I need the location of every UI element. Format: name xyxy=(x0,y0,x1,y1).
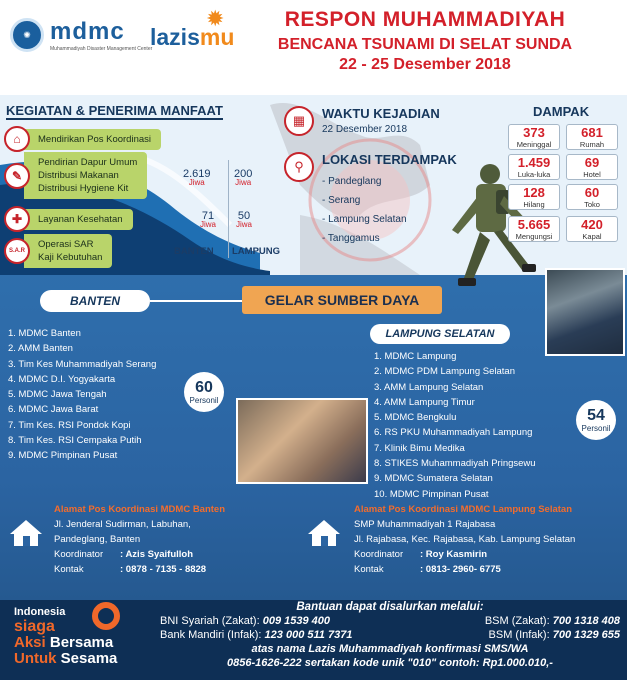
siaga-word: Bersama xyxy=(49,634,114,651)
address-title: Alamat Pos Koordinasi MDMC Banten xyxy=(54,504,226,515)
donation-info xyxy=(160,600,620,670)
lokasi-item: - Serang xyxy=(322,195,361,206)
bank-row xyxy=(160,614,620,628)
dampak-toko xyxy=(566,184,618,210)
lokasi-item: - Tanggamus xyxy=(322,233,380,244)
banten-beneficiary-2 xyxy=(200,210,216,229)
lazis-text: lazis xyxy=(150,24,200,50)
banten-org-list xyxy=(8,326,156,464)
siaga-word: Sesama xyxy=(60,650,118,667)
dampak-value: 128 xyxy=(523,185,545,200)
header-logos xyxy=(10,6,250,70)
dampak-label: Toko xyxy=(584,200,600,209)
bank-number: 700 1318 408 xyxy=(552,615,620,627)
lampung-org-list xyxy=(374,349,536,502)
activity-line: Kaji Kebutuhan xyxy=(38,252,103,263)
koordinator-label: Koordinator xyxy=(354,549,404,560)
unit: Jiwa xyxy=(188,178,205,187)
org-item: 2. MDMC PDM Lampung Selatan xyxy=(374,366,515,378)
home-icon: ⌂ xyxy=(4,126,30,152)
value: 2.619 xyxy=(183,168,211,180)
activity-line: Pendirian Dapur Umum xyxy=(38,157,138,168)
activity-line: Distribusi Makanan xyxy=(38,170,119,181)
unit: Jiwa xyxy=(200,220,217,229)
siaga-line2: siaga xyxy=(14,618,55,635)
kontak-label: Kontak xyxy=(354,564,384,575)
personil-label: Personil xyxy=(581,424,611,433)
org-item: 8. STIKES Muhammadiyah Pringsewu xyxy=(374,458,536,470)
activity-line: Operasi SAR xyxy=(38,239,94,250)
sar-icon: S.A.R xyxy=(4,238,30,264)
dampak-label: Rumah xyxy=(579,140,605,149)
personil-count: 54 xyxy=(587,407,605,424)
bank-label: Bank Mandiri (Infak): xyxy=(160,629,262,641)
waktu-date: 22 Desember 2018 xyxy=(322,124,408,135)
dampak-label: Kapal xyxy=(582,232,602,241)
org-item: 7. Tim Kes. RSI Pondok Kopi xyxy=(8,419,131,431)
value: 50 xyxy=(237,210,251,222)
dampak-value: 60 xyxy=(584,185,600,200)
health-service-photo xyxy=(236,398,368,484)
org-item: 9. MDMC Pimpinan Pusat xyxy=(8,450,118,462)
pos-lampung-address xyxy=(354,502,624,577)
kontak-number: : 0813- 2960- 6775 xyxy=(420,564,501,575)
dampak-value: 1.459 xyxy=(517,155,551,170)
org-item: 7. Klinik Bimu Medika xyxy=(374,442,465,454)
lampung-personil xyxy=(576,408,616,433)
donation-title: Bantuan dapat disalurkan melalui: xyxy=(296,601,484,613)
org-item: 4. MDMC D.I. Yogyakarta xyxy=(8,373,116,385)
siaga-line4 xyxy=(14,651,117,667)
org-item: 5. MDMC Jawa Tengah xyxy=(8,389,107,401)
lokasi-title: LOKASI TERDAMPAK xyxy=(322,152,457,167)
lokasi-list xyxy=(322,172,407,248)
confirmation-text: atas nama Lazis Muhammadiyah konfirmasi SMS/WA xyxy=(251,643,529,655)
dampak-value: 5.665 xyxy=(517,217,551,232)
lampung-beneficiary-2 xyxy=(236,210,252,229)
dampak-luka xyxy=(508,154,560,180)
mu-text: mu xyxy=(199,24,235,50)
siaga-line3 xyxy=(14,635,117,651)
sun-icon: ✹ xyxy=(206,6,225,31)
mdmc-subtitle: Muhammadiyah Disaster Management Center xyxy=(50,46,153,52)
siaga-word: Aksi xyxy=(14,634,46,651)
calendar-icon: ▦ xyxy=(284,106,314,136)
koordinator-name: : Azis Syaifulloh xyxy=(120,549,194,560)
dampak-label: Hotel xyxy=(583,170,601,179)
org-item: 10. MDMC Pimpinan Pusat xyxy=(374,488,489,500)
address-line: Jl. Rajabasa, Kec. Rajabasa, Kab. Lampung Selatan xyxy=(354,534,576,545)
bsm-zakat-account xyxy=(485,614,620,628)
banten-column-label: BANTEN xyxy=(174,246,214,257)
title-block xyxy=(245,8,605,74)
sub-title: BENCANA TSUNAMI DI SELAT SUNDA xyxy=(277,36,573,53)
pos-banten-address xyxy=(54,502,304,577)
address-title: Alamat Pos Koordinasi MDMC Lampung Selatan xyxy=(354,504,572,515)
bank-label: BSM (Infak): xyxy=(488,629,550,641)
house-icon xyxy=(306,518,342,548)
food-icon: ✎ xyxy=(4,163,30,189)
org-item: 5. MDMC Bengkulu xyxy=(374,412,457,424)
activity-label: Mendirikan Pos Koordinasi xyxy=(24,129,161,150)
bank-label: BNI Syariah (Zakat): xyxy=(160,615,260,627)
siaga-word: Untuk xyxy=(14,650,57,667)
dampak-label: Meninggal xyxy=(516,140,552,149)
unit: Jiwa xyxy=(236,220,253,229)
kontak-number: : 0878 - 7135 - 8828 xyxy=(120,564,207,575)
org-item: 4. AMM Lampung Timur xyxy=(374,396,475,408)
activity-pos-koordinasi xyxy=(4,126,161,152)
personil-label: Personil xyxy=(189,396,219,405)
koordinator-label: Koordinator xyxy=(54,549,104,560)
org-item: 3. Tim Kes Muhammadiyah Serang xyxy=(8,358,157,370)
date-range: 22 - 25 Desember 2018 xyxy=(339,56,511,73)
bank-number: 123 000 511 7371 xyxy=(264,629,353,641)
main-title: RESPON MUHAMMADIYAH xyxy=(284,8,566,31)
gelar-sumber-daya-title: GELAR SUMBER DAYA xyxy=(242,286,442,314)
activity-label xyxy=(24,152,147,199)
personil-count: 60 xyxy=(195,379,213,396)
activity-line: Distribusi Hygiene Kit xyxy=(38,183,129,194)
org-item: 1. MDMC Lampung xyxy=(374,351,457,362)
koordinator-name: : Roy Kasmirin xyxy=(420,549,488,560)
mdmc-logo xyxy=(10,18,152,52)
bsm-infak-account xyxy=(489,628,620,642)
kontak-label: Kontak xyxy=(54,564,84,575)
banten-personil xyxy=(184,380,224,405)
activity-layanan-kesehatan xyxy=(4,206,133,232)
mandiri-account xyxy=(160,628,352,642)
kontak-row xyxy=(54,562,304,577)
location-pin-icon: ⚲ xyxy=(284,152,314,182)
org-item: 8. Tim Kes. RSI Cempaka Putih xyxy=(8,435,142,447)
dampak-kapal xyxy=(566,216,618,242)
bank-row xyxy=(160,628,620,642)
mdmc-wordmark: mdmc xyxy=(50,18,125,45)
activity-label: Layanan Kesehatan xyxy=(24,209,133,230)
org-item: 9. MDMC Sumatera Selatan xyxy=(374,473,493,485)
unique-code-text: 0856-1626-222 sertakan kode unik "010" contoh: Rp1.000.010,- xyxy=(227,657,553,669)
bni-account xyxy=(160,614,330,628)
org-item: 1. MDMC Banten xyxy=(8,328,81,339)
address-line: SMP Muhammadiyah 1 Rajabasa xyxy=(354,519,496,530)
kegiatan-title: KEGIATAN & PENERIMA MANFAAT xyxy=(6,103,223,118)
divider-line xyxy=(150,300,242,302)
koordinator-row xyxy=(354,547,624,562)
dampak-label: Mengungsi xyxy=(515,232,553,241)
bank-label: BSM (Zakat): xyxy=(484,615,550,627)
kontak-row xyxy=(354,562,624,577)
org-item: 2. AMM Banten xyxy=(8,343,73,355)
dampak-value: 681 xyxy=(581,125,603,140)
lampung-column-label: LAMPUNG xyxy=(232,246,281,257)
column-divider xyxy=(228,160,229,258)
dampak-meninggal xyxy=(508,124,560,150)
address-line: Pandeglang, Banten xyxy=(54,534,141,545)
dampak-hilang xyxy=(508,184,560,210)
org-item: 3. AMM Lampung Selatan xyxy=(374,381,484,393)
lampung-beneficiary-1 xyxy=(234,168,252,187)
koordinator-row xyxy=(54,547,304,562)
dampak-value: 69 xyxy=(584,155,600,170)
dampak-value: 420 xyxy=(581,217,603,232)
org-item: 6. MDMC Jawa Barat xyxy=(8,404,99,416)
house-icon xyxy=(8,518,44,548)
dampak-title: DAMPAK xyxy=(533,104,590,119)
indonesia-siaga-logo xyxy=(14,606,117,667)
banten-section-label: BANTEN xyxy=(40,290,150,312)
rescuers-photo xyxy=(545,268,625,356)
dampak-label: Hilang xyxy=(523,200,545,209)
activity-operasi-sar xyxy=(4,234,112,268)
lokasi-item: - Lampung Selatan xyxy=(322,214,407,225)
muhammadiyah-emblem-icon: ✺ xyxy=(10,18,44,52)
siaga-line1: Indonesia xyxy=(14,606,66,618)
dampak-label: Luka-luka xyxy=(517,170,551,179)
lampung-section-label: LAMPUNG SELATAN xyxy=(370,324,510,344)
org-item: 6. RS PKU Muhammadiyah Lampung xyxy=(374,427,533,439)
dampak-rumah xyxy=(566,124,618,150)
activity-dapur-umum xyxy=(4,152,147,199)
activity-label xyxy=(24,234,112,268)
bank-number: 009 1539 400 xyxy=(262,615,330,627)
unit: Jiwa xyxy=(235,178,252,187)
address-line: Jl. Jenderal Sudirman, Labuhan, xyxy=(54,519,191,530)
lokasi-item: - Pandeglang xyxy=(322,176,382,187)
waktu-title: WAKTU KEJADIAN xyxy=(322,106,440,121)
health-cross-icon: ✚ xyxy=(4,206,30,232)
bank-number: 700 1329 655 xyxy=(552,629,620,641)
value: 71 xyxy=(201,210,215,222)
value: 200 xyxy=(234,168,253,180)
dampak-hotel xyxy=(566,154,618,180)
banten-beneficiary-1 xyxy=(183,168,211,187)
dampak-mengungsi xyxy=(508,216,560,242)
dampak-value: 373 xyxy=(523,125,545,140)
